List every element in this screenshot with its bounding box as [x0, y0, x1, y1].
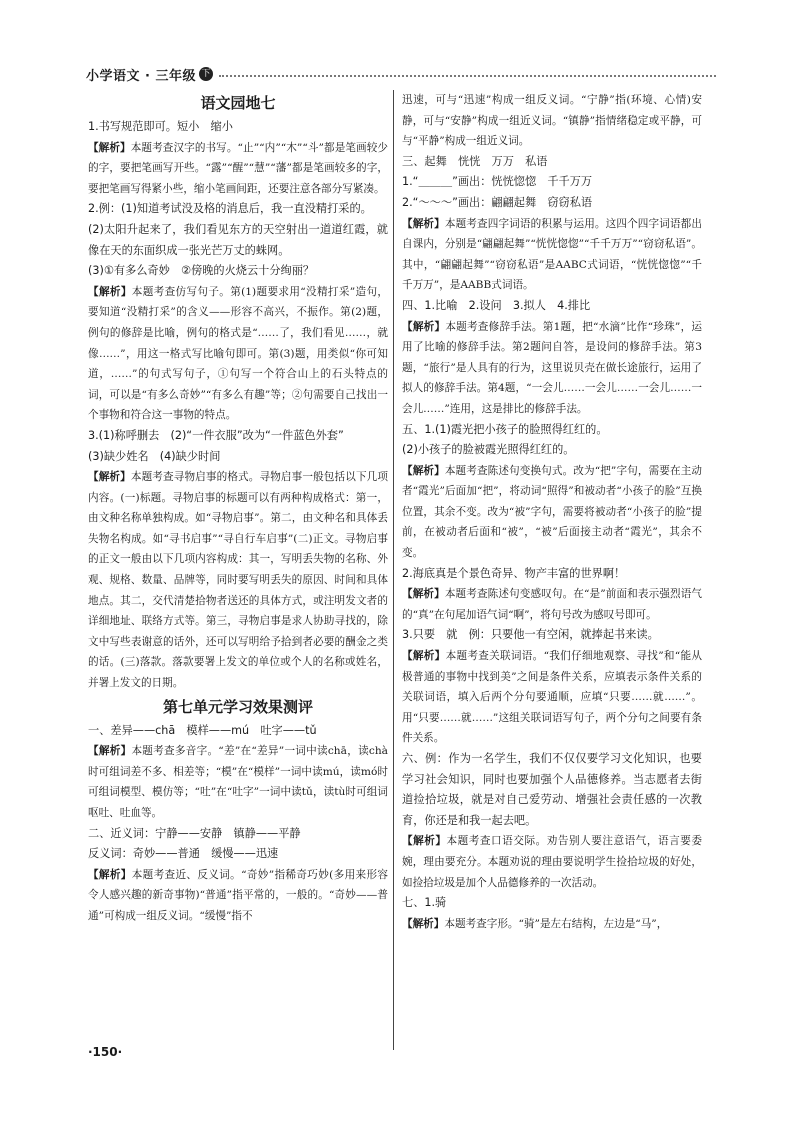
answer-line: 七、1.骑	[402, 896, 447, 910]
analysis-label: 【解析】	[88, 141, 131, 154]
analysis-paragraph: 【解析】本题考查仿写句子。第(1)题要求用“没精打采”造句，要知道“没精打采”的含义——形容不高兴，不振作。第(2)题，例句的修辞是比喻，例句的格式是“……了，我们看见……，就像……”，用这一格式写比喻句即可。第(3)题，用类似“你可知道，……”的句式写句子，①句写一个符合山上的石头特点的词，可以是“有多么奇妙”“有多么有趣”等；②句需要自己找出一个事物和符合这一事物的特点。	[88, 285, 389, 422]
analysis-label: 【解析】	[402, 217, 445, 230]
left-column	[88, 90, 388, 927]
answer-line: (3)缺少姓名 (4)缺少时间	[88, 449, 221, 463]
text-fragment: ”画出：恍恍惚惚 千千万万	[452, 175, 593, 189]
analysis-label: 【解析】	[402, 835, 447, 848]
analysis-label: 【解析】	[402, 650, 446, 663]
answer-line: (2)太阳升起来了，我们看见东方的天空射出一道道红霞，就像在天的东面织成一张光芒万丈的蛛网。	[88, 222, 388, 257]
answer-line: 3.只要 就 例：只要他一有空闲，就捧起书来读。	[402, 628, 659, 642]
column-divider	[393, 90, 394, 1050]
section-title-unit-test: 第七单元学习效果测评	[162, 697, 313, 716]
answer-line: 3.(1)称呼删去 (2)“一件衣服”改为“一件蓝色外套”	[88, 428, 344, 442]
analysis-paragraph: 【解析】本题考查口语交际。劝告别人要注意语气，语言要委婉，理由要充分。本题劝说的理由要说明学生捡拾垃圾的好处，如捡拾垃圾是加个人品德修养的一次活动。	[402, 835, 703, 889]
answer-line: 2.例：(1)知道考试没及格的消息后，我一直没精打采的。	[88, 202, 372, 216]
answer-line	[402, 193, 702, 214]
analysis-label: 【解析】	[88, 745, 132, 758]
answer-line: 四、1.比喻 2.设问 3.拟人 4.排比	[402, 298, 591, 312]
answer-line: 五、1.(1)霞光把小孩子的脸照得红红的。	[402, 422, 608, 436]
grade-badge: 下	[199, 67, 213, 81]
analysis-label: 【解析】	[402, 464, 445, 477]
analysis-paragraph: 【解析】本题考查关联词语。“我们仔细地观察、寻找”和“能从极普通的事物中找到美”之间是条件关系，应填表示条件关系的关联词语，填入后两个分句要通顺，应填“只要……就……”。用“只要……就……”这组关联词语写句子，两个分句之间要有条件关系。	[402, 650, 702, 745]
right-column	[402, 90, 702, 934]
header-dotted-rule	[219, 75, 716, 77]
analysis-label: 【解析】	[88, 868, 132, 881]
section-title-yuwen-yuandi: 语文园地七	[200, 94, 276, 112]
analysis-paragraph: 迅速，可与“迅速”构成一组反义词。“宁静”指(环境、心情)安静，可与“安静”构成一组近义词。“镇静”指情绪稳定或平静，可与“平静”构成一组近义词。	[402, 94, 702, 148]
answer-line: 六、例：作为一名学生，我们不仅仅要学习文化知识，也要学习社会知识，同时也要加强个人品德修养。当志愿者去街道捡拾垃圾，就是对自己爱劳动、增强社会责任感的一次教育，你还是和我一起去吧。	[402, 752, 702, 827]
header-subject: 小学语文 · 三年级	[86, 68, 196, 84]
analysis-label: 【解析】	[402, 917, 445, 930]
answer-line: 三、起舞 恍恍 万万 私语	[402, 154, 548, 168]
answer-line: 二、近义词：宁静——安静 镇静——平静	[88, 826, 301, 840]
answer-line: 反义词：奇妙——普通 缓慢——迅速	[88, 847, 279, 861]
analysis-paragraph: 【解析】本题考查陈述句变感叹句。在“是”前面和表示强烈语气的“真”在句尾加语气词“啊”，将句号改为感叹号即可。	[402, 588, 702, 621]
analysis-paragraph: 【解析】本题考查字形。“骑”是左右结构，左边是“马”，	[402, 917, 668, 930]
analysis-label: 【解析】	[88, 285, 132, 298]
page-header	[86, 62, 716, 86]
analysis-paragraph: 【解析】本题考查四字词语的积累与运用。这四个四字词语都出自课内，分别是“翩翩起舞”“恍恍惚惚”“千千万万”“窃窃私语”。其中，“翩翩起舞”“窃窃私语”是AABC式词语，“恍恍惚惚”“千千万万”，是AABB式词语。	[402, 217, 702, 292]
text-fragment: ”画出：翩翩起舞 窃窃私语	[452, 195, 593, 209]
analysis-paragraph: 【解析】本题考查修辞手法。第1题，把“水滴”比作“珍珠”，运用了比喻的修辞手法。第2题问自答，是设问的修辞手法。第3题，“旅行”是人具有的行为，这里说贝壳在做长途旅行，运用了拟人的修辞手法。第4题，“一会儿……一会儿……一会儿……一会儿……”连用，这是排比的修辞手法。	[402, 320, 703, 415]
text-fragment: 2.“	[402, 195, 419, 209]
analysis-paragraph: 【解析】本题考查寻物启事的格式。寻物启事一般包括以下几项内容。(一)标题。寻物启事的标题可以有两种构成格式：第一，由文种名称单独构成。如“寻物启事”。第二，由文种名和具体丢失物名构成。如“寻书启事”“寻自行车启事”(二)正文。寻物启事的正文一般由以下几项内容构成：其一，写明丢失物的名称、外观、规格、数量、品牌等，同时要写明丢失的原因、时间和具体地点。其二，交代清楚拾物者送还的具体方式，或注明发文者的详细地址、联络方式等。第三，寻物启事是求人协助寻找的，除文中写些表谢意的话外，还可以写明给予拾到者必要的酬金之类的话。(三)落款。落款要署上发文的单位或个人的名称或姓名，并署上发文的日期。	[88, 471, 388, 690]
analysis-paragraph: 【解析】本题考查陈述句变换句式。改为“把”字句，需要在主动者“霞光”后面加“把”，将动词“照得”和被动者“小孩子的脸”互换位置，其余不变。改为“被”字句，需要将被动者“小孩子的脸”提前，在被动者后面和“被”，“被”后面接主动者“霞光”，其余不变。	[402, 464, 702, 560]
answer-line: 2.海底真是个景色奇异、物产丰富的世界啊！	[402, 566, 626, 580]
analysis-label: 【解析】	[402, 588, 445, 601]
text-fragment: 1.“	[402, 175, 419, 189]
analysis-paragraph: 【解析】本题考查近、反义词。“奇妙”指稀奇巧妙(多用来形容令人感兴趣的新奇事物)“普通”指平常的，一般的。“奇妙——普通”可构成一组反义词。“缓慢”指不	[88, 868, 388, 922]
wavy-underline-marker: ～～～	[418, 195, 453, 209]
analysis-label: 【解析】	[88, 471, 131, 484]
answer-line: 一、差异——chā 模样——mú 吐字——tǔ	[88, 723, 317, 737]
answer-line: (2)小孩子的脸被霞光照得红红的。	[402, 443, 575, 457]
analysis-label: 【解析】	[402, 320, 446, 333]
analysis-paragraph: 【解析】本题考查汉字的书写。“止”“内”“木”“斗”都是笔画较少的字，要把笔画写开些。“露”“醒”“慧”“藩”都是笔画较多的字，要把笔画写得紧小些，缩小笔画间距，还要注意各部分写紧凑。	[88, 141, 389, 195]
straight-underline-marker: ＿＿＿	[418, 175, 453, 189]
answer-line: 1.书写规范即可。短小 缩小	[88, 120, 233, 133]
analysis-paragraph: 【解析】本题考查多音字。“差”在“差异”一词中读chā，读chà时可组词差不多、相差等；“模”在“模样”一词中读mú，读mó时可组词模型、模仿等；“吐”在“吐字”一词中读tǔ，读tù时可组词呕吐、吐血等。	[88, 745, 388, 819]
answer-line	[402, 172, 702, 193]
answer-line: (3)①有多么奇妙 ②傍晚的火烧云十分绚丽？	[88, 264, 315, 278]
page-number: ·150·	[88, 1045, 123, 1059]
